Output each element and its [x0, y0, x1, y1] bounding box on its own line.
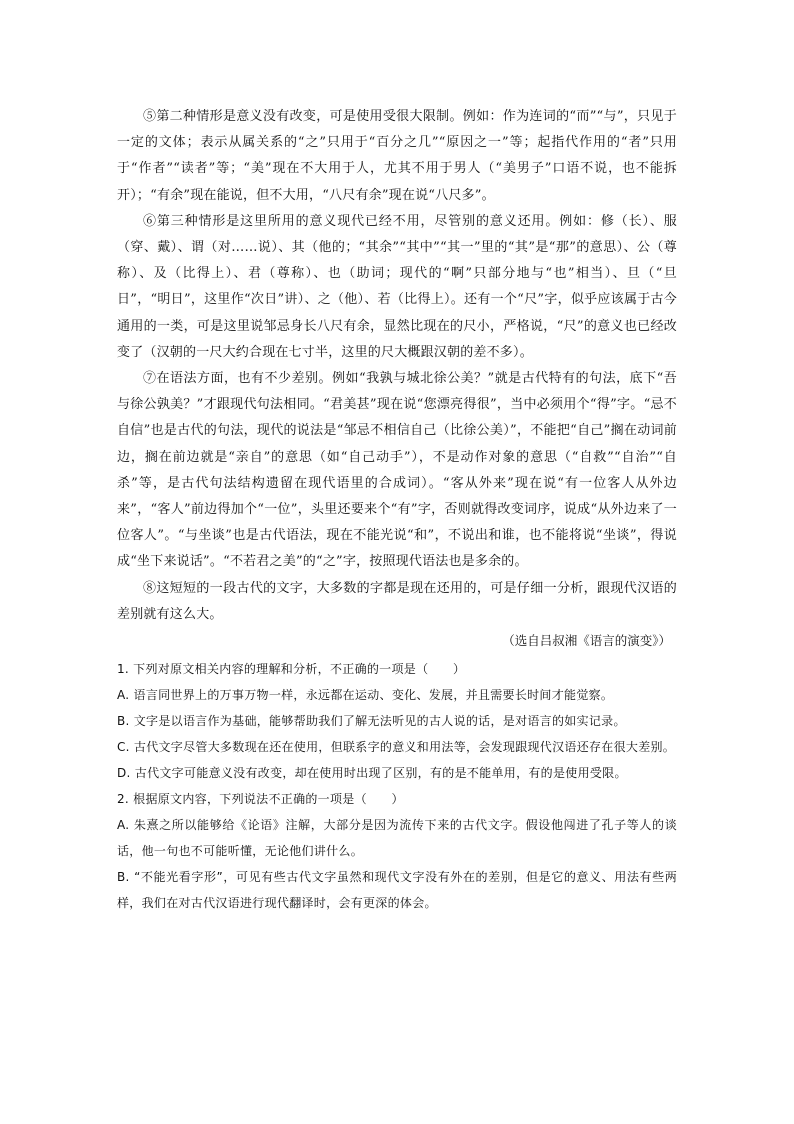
source-citation: （选自吕叔湘《语言的演变》）: [502, 633, 671, 649]
option-c: C. 古代文字尽管大多数现在还在使用，但联系字的意义和用法等，会发现跟现代汉语还存在很大差别。: [117, 740, 676, 755]
question-stem: 2. 根据原文内容，下列说法不正确的一项是（ ）: [117, 792, 404, 807]
paragraph-8: ⑧这短短的一段古代的文字，大多数的字都是现在还用的，可是仔细一分析，跟现代汉语的差别就有这么大。: [117, 580, 677, 622]
option-d: D. 古代文字可能意义没有改变，却在使用时出现了区别，有的是不能单用，有的是使用受限。: [117, 766, 627, 781]
option-a: A. 语言同世界上的万事万物一样，永远都在运动、变化、发展，并且需要长时间才能觉察。: [117, 688, 614, 703]
question-2: [117, 786, 677, 916]
questions-section: [117, 656, 677, 916]
option-a: A. 朱熹之所以能够给《论语》注解，大部分是因为流传下来的古代文字。假设他闯进了孔子等人的谈话，他一句也不可能听懂，无论他们讲什么。: [117, 818, 677, 859]
question-stem: 1. 下列对原文相关内容的理解和分析，不正确的一项是（ ）: [117, 662, 466, 677]
option-b: B. 文字是以语言作为基础，能够帮助我们了解无法听见的古人说的话，是对语言的如实记录。: [117, 714, 626, 729]
paragraph-5: ⑤第二种情形是意义没有改变，可是使用受很大限制。例如：作为连词的“而”“与”，只见于一定的文体；表示从属关系的“之”只用于“百分之几”“原因之一”等；起指代作用的“者”只用于“作者”“读者”等；“美”现在不大用于人，尤其不用于男人（“美男子”口语不说，也不能拆开）；“有余”现在能说，但不大用，“八尺有余”现在说“八尺多”。: [117, 109, 677, 203]
question-1: [117, 656, 677, 786]
paragraph-6: ⑥第三种情形是这里所用的意义现代已经不用，尽管别的意义还用。例如：修（长）、服（穿、戴）、谓（对……说）、其（他的；“其余”“其中”“其一”里的“其”是“那”的意思）、公（尊称）、及（比得上）、君（尊称）、也（助词；现代的“啊”只部分地与“也”相当）、旦（“旦日”，“明日”，这里作“次日”讲）、之（他）、若（比得上）。还有一个“尺”字，似乎应该属于古今通用的一类，可是这里说邹忌身长八尺有余，显然比现在的尺小，严格说，“尺”的意义也已经改变了（汉朝的一尺大约合现在七寸半，这里的尺大概跟汉朝的差不多）。: [117, 213, 677, 360]
document-page: [117, 104, 677, 916]
paragraph-7: ⑦在语法方面，也有不少差别。例如“我孰与城北徐公美？”就是古代特有的句法，底下“吾与徐公孰美？”才跟现代句法相同。“君美甚”现在说“您漂亮得很”，当中必须用个“得”字。“忌不自信”也是古代的句法，现代的说法是“邹忌不相信自己（比徐公美）”，不能把“自己”搁在动词前边，搁在前边就是“亲自”的意思（如“自己动手”），不是动作对象的意思（“自救”“自治”“自杀”等，是古代句法结构遗留在现代语里的合成词）。“客从外来”现在说“有一位客人从外边来”，“客人”前边得加个“一位”，头里还要来个“有”字，否则就得改变词序，说成“从外边来了一位客人”。“与坐谈”也是古代语法，现在不能光说“和”，不说出和谁，也不能将说“坐谈”，得说成“坐下来说话”。“不若君之美”的“之”字，按照现代语法也是多余的。: [117, 371, 677, 570]
option-b: B. “不能光看字形”，可见有些古代文字虽然和现代文字没有外在的差别，但是它的意义、用法有些两样，我们在对古代汉语进行现代翻译时，会有更深的体会。: [117, 870, 677, 911]
passage: [117, 104, 677, 654]
